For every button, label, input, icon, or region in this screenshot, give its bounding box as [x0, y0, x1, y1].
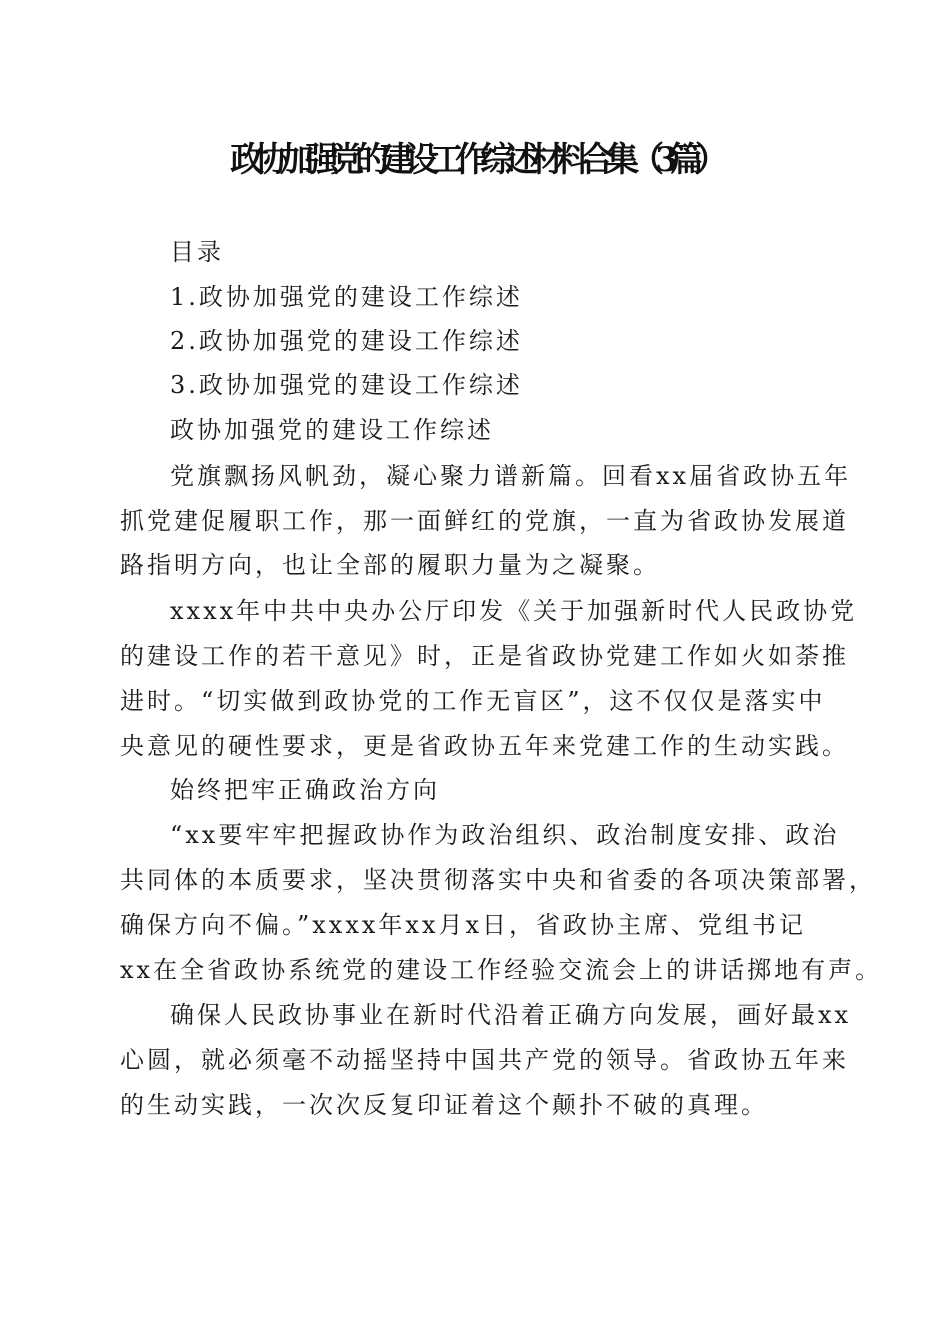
toc-heading: 目录 — [170, 238, 224, 266]
paragraph-line: 始终把牢正确政治方向 — [170, 776, 440, 804]
paragraph-line: 路指明方向，也让全部的履职力量为之凝聚。 — [120, 551, 660, 579]
paragraph-line: 心圆，就必须毫不动摇坚持中国共产党的领导。省政协五年来 — [120, 1046, 849, 1074]
paragraph-line: 抓党建促履职工作，那一面鲜红的党旗，一直为省政协发展道 — [120, 507, 849, 535]
paragraph-line: 的建设工作的若干意见》时，正是省政协党建工作如火如荼推 — [120, 642, 849, 670]
toc-item-1: 1.政协加强党的建设工作综述 — [170, 283, 523, 311]
paragraph-line: xxxx年中共中央办公厅印发《关于加强新时代人民政协党 — [170, 597, 858, 625]
paragraph-line: 党旗飘扬风帆劲，凝心聚力谱新篇。回看xx届省政协五年 — [170, 462, 852, 490]
paragraph-line: 共同体的本质要求，坚决贯彻落实中央和省委的各项决策部署， — [120, 866, 876, 894]
paragraph-line: 确保人民政协事业在新时代沿着正确方向发展，画好最xx — [170, 1001, 852, 1029]
toc-item-2: 2.政协加强党的建设工作综述 — [170, 327, 523, 355]
toc-item-3: 3.政协加强党的建设工作综述 — [170, 371, 523, 399]
paragraph-line: “xx要牢牢把握政协作为政治组织、政治制度安排、政治 — [170, 821, 840, 849]
paragraph-line: 的生动实践，一次次反复印证着这个颠扑不破的真理。 — [120, 1091, 768, 1119]
document-title: 政协加强党的建设工作综述材料合集（3篇） — [230, 140, 720, 180]
paragraph-line: xx在全省政协系统党的建设工作经验交流会上的讲话掷地有声。 — [120, 956, 883, 984]
paragraph-line: 进时。“切实做到政协党的工作无盲区”，这不仅仅是落实中 — [120, 687, 826, 715]
paragraph-line: 央意见的硬性要求，更是省政协五年来党建工作的生动实践。 — [120, 732, 849, 760]
section-title: 政协加强党的建设工作综述 — [170, 416, 494, 444]
paragraph-line: 确保方向不偏。”xxxx年xx月x日，省政协主席、党组书记 — [120, 911, 807, 939]
